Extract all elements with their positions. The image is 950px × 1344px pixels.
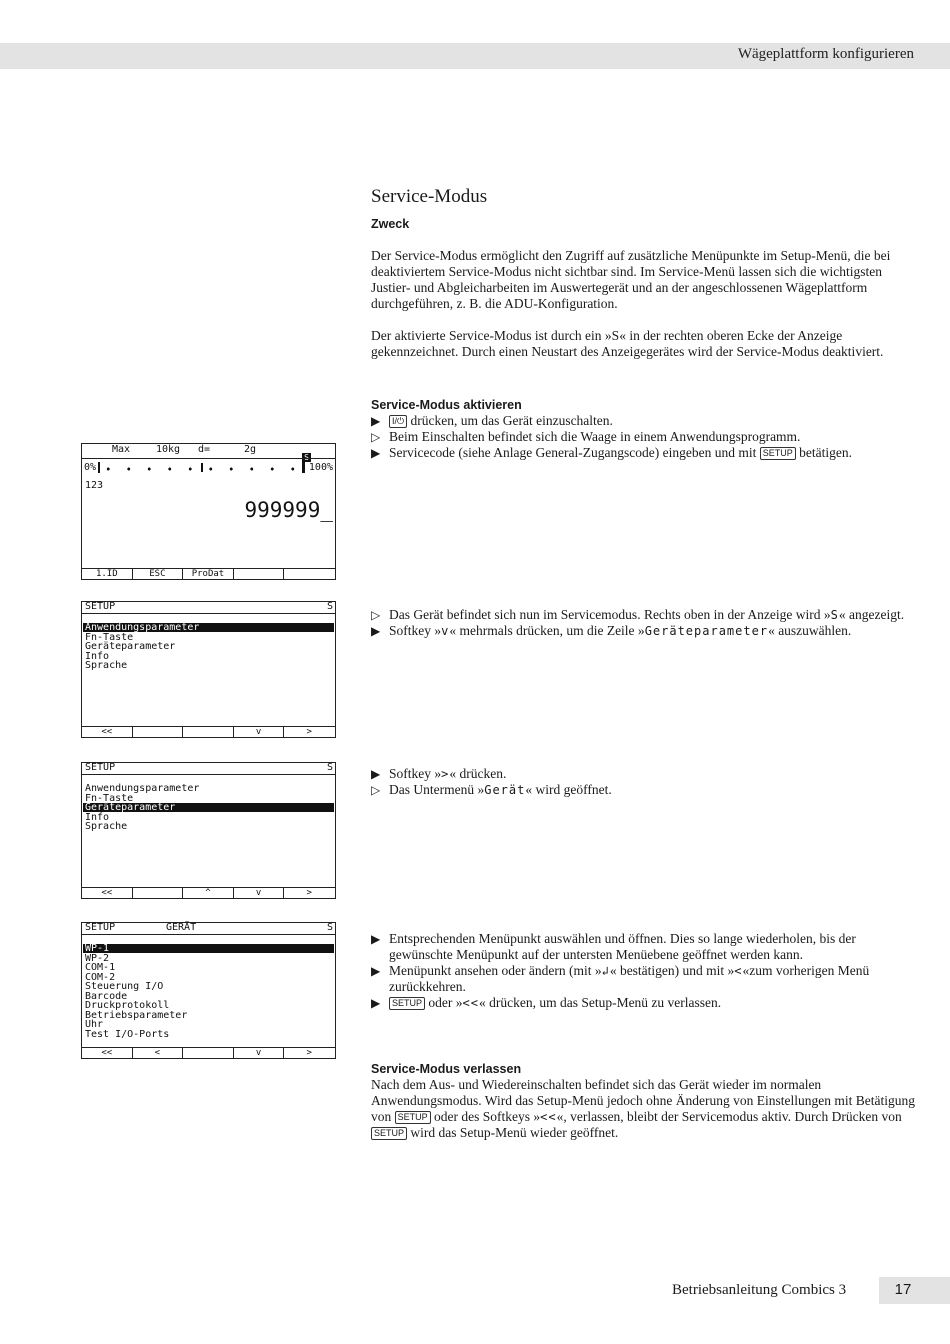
- note-end: « angezeigt.: [838, 607, 905, 622]
- softkey[interactable]: [284, 569, 334, 579]
- setup-key-icon: SETUP: [760, 447, 796, 460]
- bargraph-end-tick: [302, 459, 305, 473]
- step-text-end: «zum vorherigen Menü zurückkehren.: [389, 963, 870, 994]
- menu-item[interactable]: Info: [85, 811, 110, 823]
- activate-step-3-end: betätigen.: [799, 445, 852, 460]
- menu-item[interactable]: Fn-Taste: [85, 631, 134, 643]
- submenu-opened-note: [371, 782, 916, 798]
- bargraph: [82, 462, 335, 476]
- step-text: oder »: [428, 995, 463, 1010]
- service-indicator-paragraph: [371, 328, 916, 360]
- press-right-step: [371, 766, 916, 782]
- softkey[interactable]: v: [234, 727, 285, 737]
- activate-step-1: [371, 413, 916, 429]
- enter-key-code: ↲: [601, 964, 610, 978]
- intro-paragraph: [371, 248, 916, 312]
- capacity-value: 10kg: [156, 444, 181, 455]
- activate-step-2-text: Beim Einschalten befindet sich die Waage in einem Anwendungsprogramm.: [389, 429, 801, 444]
- display-screen-geraet: [81, 922, 336, 1059]
- page-number-box: [879, 1277, 950, 1304]
- bargraph-min: 0%: [84, 462, 97, 473]
- softkey[interactable]: <<: [82, 727, 133, 737]
- step-text: Menüpunkt ansehen oder ändern (mit »: [389, 963, 602, 978]
- menu-item[interactable]: COM-2: [85, 971, 116, 983]
- menu-item[interactable]: Anwendungsparameter: [83, 623, 334, 632]
- leave-heading: Service-Modus verlassen: [371, 1062, 522, 1076]
- arrow-filled-icon: ▶: [371, 996, 381, 1010]
- step-text-end: « drücken, um das Setup-Menü zu verlassen.: [478, 995, 722, 1010]
- activate-block: [371, 397, 916, 461]
- arrow-filled-icon: ▶: [371, 932, 381, 946]
- leave-text-b: oder des Softkeys »: [434, 1109, 541, 1124]
- purpose-block: [371, 216, 916, 232]
- activate-heading: Service-Modus aktivieren: [371, 398, 522, 412]
- menu-item[interactable]: Betriebsparameter: [85, 1009, 188, 1021]
- select-item-step: [371, 931, 916, 963]
- select-parameter-step: [371, 623, 916, 639]
- s-code: S: [830, 608, 839, 622]
- softkey[interactable]: [183, 727, 234, 737]
- setup-title: SETUP: [85, 922, 116, 933]
- menu-item[interactable]: Sprache: [85, 821, 128, 832]
- softkey[interactable]: >: [306, 727, 312, 737]
- screen-header: [82, 763, 335, 775]
- setup-key-icon: SETUP: [371, 1127, 407, 1140]
- bargraph-max: 100%: [308, 462, 333, 473]
- display-screen-setup: [81, 601, 336, 738]
- leave-block: [371, 1061, 916, 1141]
- double-back-code: <<: [540, 1110, 557, 1124]
- activate-step-2: [371, 429, 916, 445]
- geraet-code: Gerät: [484, 783, 526, 797]
- step-text: Softkey »: [389, 623, 442, 638]
- display-screen-weighing: [81, 443, 336, 580]
- arrow-filled-icon: ▶: [371, 767, 381, 781]
- step-block-2: [371, 607, 916, 639]
- step-text-end: « drücken.: [449, 766, 507, 781]
- intro-text: Der Service-Modus ermöglicht den Zugriff auf zusätzliche Menüpunkte im Setup-Menü, die bei deaktiviertem Service-Modus nicht sichtbar sind. Im Service-Menü lassen sich die wichtigsten Justier- und Abgleicharbeiten im Auswertegerät und an der angeschlossenen Wägeplattform durchgeführen, z. B. die ADU-Konfiguration.: [371, 248, 891, 311]
- menu-item[interactable]: COM-1: [85, 962, 116, 973]
- softkey[interactable]: v: [234, 1048, 285, 1058]
- softkey-bar: [82, 1047, 335, 1058]
- service-flag: S: [326, 922, 333, 933]
- step-text: Entsprechenden Menüpunkt auswählen und öffnen. Dies so lange wiederholen, bis der gewünschte Menüpunkt auf der untersten Menüebene geöffnet werden kann.: [389, 931, 856, 962]
- menu-item[interactable]: Barcode: [85, 990, 128, 1002]
- softkey-bar: [82, 726, 335, 737]
- leave-text-c: «, verlassen, bleibt der Servicemodus aktiv. Durch Drücken von: [556, 1109, 902, 1124]
- leave-text: [371, 1077, 916, 1141]
- arrow-filled-icon: ▶: [371, 964, 381, 978]
- line-123: 123: [85, 480, 104, 491]
- service-indicator-text: Der aktivierte Service-Modus ist durch ein »S« in der rechten oberen Ecke der Anzeige gekennzeichnet. Durch einen Neustart des Anzeigegerätes wird der Service-Modus deaktiviert.: [371, 328, 884, 359]
- softkey-bar: [82, 568, 335, 579]
- note-text: Das Untermenü »: [389, 782, 485, 797]
- step-text-mid: « mehrmals drücken, um die Zeile »: [449, 623, 645, 638]
- right-softkey-code: >: [441, 767, 450, 781]
- softkey[interactable]: [133, 888, 184, 898]
- activate-step-1-text: drücken, um das Gerät einzuschalten.: [410, 413, 613, 428]
- change-item-step: [371, 963, 916, 995]
- menu-item[interactable]: Geräteparameter: [83, 803, 334, 812]
- softkey[interactable]: [183, 1048, 234, 1058]
- setup-key-icon: SETUP: [389, 997, 425, 1010]
- service-flag: S: [326, 762, 333, 773]
- activate-step-3: [371, 445, 916, 461]
- softkey[interactable]: ^: [183, 888, 234, 898]
- softkey[interactable]: [234, 569, 285, 579]
- softkey[interactable]: <: [133, 1048, 184, 1058]
- screen-header: [82, 602, 335, 614]
- display-screen-setup-selected: [81, 762, 336, 899]
- softkey[interactable]: <<: [82, 1048, 133, 1058]
- softkey[interactable]: [133, 727, 184, 737]
- step-text-mid: « bestätigen) und mit »: [609, 963, 735, 978]
- arrow-filled-icon: ▶: [371, 624, 381, 638]
- leave-text-a: Nach dem Aus- und Wiedereinschalten befindet sich das Gerät wieder im normalen Anwendungsmodus. Wird das Setup-Menü jedoch ohne Änderung von Einstellungen mit Betätigung von: [371, 1077, 916, 1124]
- menu-item[interactable]: Test I/O-Ports: [85, 1028, 170, 1040]
- service-mode-active-note: [371, 607, 916, 623]
- softkey[interactable]: ESC: [133, 569, 184, 579]
- screen-header: [82, 923, 335, 935]
- menu-item[interactable]: WP-1: [83, 944, 334, 953]
- weight-value: 999999_: [244, 498, 333, 522]
- geraet-subtitle: GERÄT: [166, 922, 197, 933]
- screen-capacity-line: [82, 444, 335, 457]
- page-number: 17: [894, 1281, 912, 1298]
- softkey[interactable]: >: [306, 1048, 312, 1058]
- step-text-end: « auszuwählen.: [768, 623, 852, 638]
- softkey[interactable]: ProDat: [183, 569, 234, 579]
- power-key-icon: I/⏻: [389, 415, 407, 428]
- arrow-filled-icon: ▶: [371, 414, 381, 428]
- section-title: Service-Modus: [371, 186, 488, 207]
- arrow-filled-icon: ▶: [371, 446, 381, 460]
- menu-item[interactable]: Info: [85, 650, 110, 662]
- softkey-bar: [82, 887, 335, 898]
- note-text: Das Gerät befindet sich nun im Servicemodus. Rechts oben in der Anzeige wird »: [389, 607, 831, 622]
- step-block-3: [371, 766, 916, 798]
- setup-title: SETUP: [85, 762, 116, 773]
- d-value: 2g: [244, 444, 257, 455]
- menu-item[interactable]: WP-2: [85, 952, 110, 964]
- activate-step-3-text: Servicecode (siehe Anlage General-Zugangscode) eingeben und mit: [389, 445, 757, 460]
- chapter-title: Wägeplattform konfigurieren: [737, 46, 914, 62]
- screen-divider: [82, 458, 335, 459]
- arrow-outline-icon: ▷: [371, 430, 381, 444]
- menu-item[interactable]: Uhr: [85, 1019, 104, 1030]
- max-label: Max: [112, 444, 131, 455]
- softkey[interactable]: <<: [82, 888, 133, 898]
- double-back-code: <<: [462, 996, 479, 1010]
- softkey[interactable]: >: [306, 888, 312, 898]
- menu-item[interactable]: Geräteparameter: [85, 641, 176, 652]
- step-block-4: [371, 931, 916, 1011]
- arrow-outline-icon: ▷: [371, 783, 381, 797]
- d-label: d=: [198, 444, 211, 455]
- step-text: Softkey »: [389, 766, 442, 781]
- exit-setup-step: [371, 995, 916, 1011]
- service-flag: S: [326, 601, 333, 612]
- menu-item[interactable]: Druckprotokoll: [85, 1000, 170, 1011]
- menu-item[interactable]: Steuerung I/O: [85, 981, 164, 992]
- menu-item[interactable]: Sprache: [85, 660, 128, 671]
- setup-title: SETUP: [85, 601, 116, 612]
- manual-title: Betriebsanleitung Combics 3: [672, 1282, 847, 1298]
- bargraph-start-tick: [98, 462, 100, 473]
- bargraph-mid-tick: [201, 463, 203, 472]
- leave-text-d: wird das Setup-Menü wieder geöffnet.: [410, 1125, 619, 1140]
- parameter-code: Geräteparameter: [644, 624, 769, 638]
- setup-key-icon: SETUP: [395, 1111, 431, 1124]
- menu-item[interactable]: Fn-Taste: [85, 792, 134, 804]
- arrow-outline-icon: ▷: [371, 608, 381, 622]
- back-key-code: <: [734, 964, 743, 978]
- menu-item[interactable]: Anwendungsparameter: [85, 783, 200, 794]
- note-end: « wird geöffnet.: [525, 782, 612, 797]
- softkey[interactable]: 1.ID: [82, 569, 133, 579]
- softkey[interactable]: v: [234, 888, 285, 898]
- header-bar: [0, 43, 950, 69]
- purpose-heading: Zweck: [371, 217, 410, 231]
- down-softkey-code: v: [441, 624, 450, 638]
